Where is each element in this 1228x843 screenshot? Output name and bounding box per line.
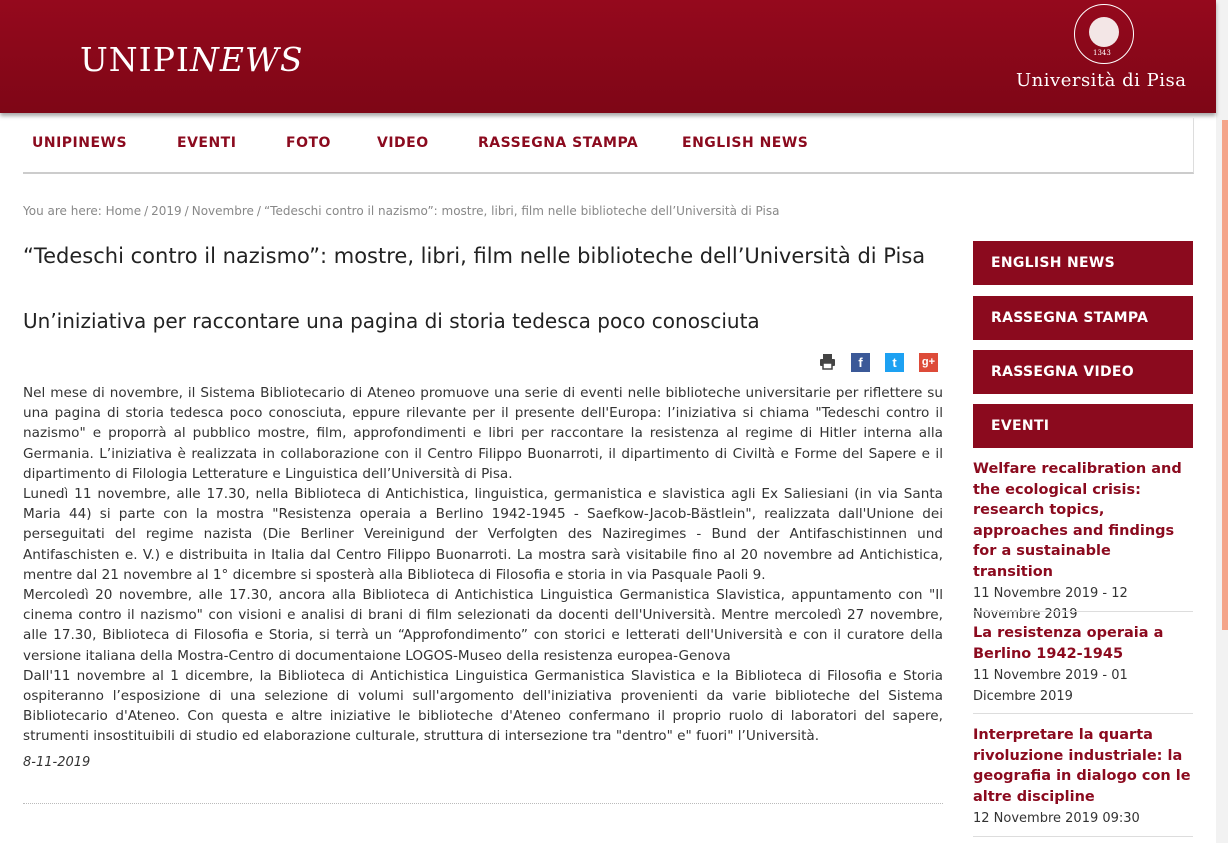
event-divider <box>973 713 1193 714</box>
breadcrumb-separator: / <box>256 204 261 218</box>
nav-foto[interactable]: FOTO <box>286 135 331 151</box>
sidebar-english-news-button[interactable]: ENGLISH NEWS <box>973 241 1193 285</box>
event-title[interactable]: Interpretare la quarta rivoluzione industriale: la geografia in dialogo con le altre discipline <box>973 727 1191 805</box>
sidebar-eventi-button[interactable]: EVENTI <box>973 404 1193 448</box>
seal-face <box>1089 17 1119 47</box>
article-paragraph: Lunedì 11 novembre, alle 17.30, nella Biblioteca di Antichistica, linguistica, germanistica e slavistica agli Ex Saliesiani (in via Santa Maria 44) si parte con la mostra "Resistenza operaia a Berlino 1942-1945 - Saefkow-Jacob-Bästlein", realizzata dall'Unione dei perseguitati del regime nazista (Die Berliner Vereinigund der Verfolgten des Naziregimes - Bund der Antifaschistinnen und Antifaschisten e. V.) e distribuita in Italia dal Centro Filippo Buonarroti. La mostra sarà visitabile fino al 20 novembre ad Antichistica, mentre dal 21 novembre al 1° dicembre si sposterà alla Biblioteca di Filosofia e storia in via Pasquale Paoli 9. <box>23 486 943 583</box>
nav-eventi[interactable]: EVENTI <box>177 135 237 151</box>
event-date: 11 Novembre 2019 - 01 Dicembre 2019 <box>973 668 1128 704</box>
page-scrollbar[interactable] <box>1216 0 1228 843</box>
twitter-icon[interactable]: t <box>885 353 904 372</box>
site-title-unipi: UNIPI <box>80 40 190 79</box>
article-paragraph: Nel mese di novembre, il Sistema Bibliotecario di Ateneo promuove una serie di eventi nelle biblioteche universitarie per riflettere su una pagina di storia tedesca poco conosciuta, eppure rilevante per il presente dell'Europa: l’iniziativa si chiama "Tedeschi contro il nazismo" e proporrà al pubblico mostre, film, approfondimenti e libri per raccontare la resistenza al regime di Hitler interna alla Germania. L’iniziativa è realizzata in collaborazione con il Centro Filippo Buonarroti, il dipartimento di Civiltà e Forme del Sapere e il dipartimento di Filologia Letterature e Linguistica dell’Università di Pisa. <box>23 385 943 482</box>
breadcrumb <box>23 204 779 218</box>
seal-year: 1343 <box>1093 49 1111 57</box>
breadcrumb-separator: / <box>144 204 149 218</box>
scrollbar-thumb[interactable] <box>1222 120 1228 630</box>
breadcrumb-month[interactable]: Novembre <box>191 204 254 218</box>
facebook-icon[interactable]: f <box>851 353 870 372</box>
article-subtitle: Un’iniziativa per raccontare una pagina di storia tedesca poco conosciuta <box>23 309 760 333</box>
main-nav <box>23 118 1194 174</box>
nav-video[interactable]: VIDEO <box>377 135 429 151</box>
event-date: 11 Novembre 2019 - 12 Novembre 2019 <box>973 586 1128 622</box>
event-item <box>973 459 1193 625</box>
event-divider <box>973 836 1193 837</box>
logo-text: Università di Pisa <box>1016 70 1187 91</box>
breadcrumb-prefix: You are here: <box>23 204 102 218</box>
breadcrumb-current: “Tedeschi contro il nazismo”: mostre, libri, film nelle biblioteche dell’Università di Pisa <box>263 204 780 218</box>
breadcrumb-home[interactable]: Home <box>105 204 142 218</box>
googleplus-icon[interactable]: g+ <box>919 353 938 372</box>
university-logo[interactable] <box>1012 4 1192 96</box>
event-divider <box>973 611 1193 612</box>
article-divider <box>23 803 943 804</box>
article-paragraph: Dall'11 novembre al 1 dicembre, la Biblioteca di Antichistica Linguistica Germanistica Slavistica e la Biblioteca di Filosofia e Storia ospiteranno l’esposizione di una selezione di volumi sull'argomento dell'iniziativa provenienti da varie biblioteche del Sistema Bibliotecario d'Ateneo. Con questa e altre iniziative le biblioteche d'Ateneo confermano il proprio ruolo di laboratori del sapere, strumenti insostituibili di studio ed elaborazione culturale, struttura di intersezione tra "dentro" e" fuori" l’Università. <box>23 667 943 745</box>
event-date: 12 Novembre 2019 09:30 <box>973 811 1140 826</box>
breadcrumb-separator: / <box>184 204 189 218</box>
event-title[interactable]: La resistenza operaia a Berlino 1942-1945 <box>973 625 1164 662</box>
site-header <box>0 0 1216 113</box>
university-seal-icon <box>1074 4 1134 64</box>
article-paragraph: Mercoledì 20 novembre, alle 17.30, ancora alla Biblioteca di Antichistica Linguistica Germanistica Slavistica, appuntamento con "Il cinema contro il nazismo" con visioni e analisi di brani di film selezionati da docenti dell'Università. Mentre mercoledì 27 novembre, alle 17.30, Biblioteca di Filosofia e Storia, si terrà un “Approfondimento” con storici e letterati dell'Università e con il curatore della versione italiana della Mostra-Centro di documentaione LOGOS-Museo della resistenza europea-Genova <box>23 587 943 664</box>
site-title[interactable] <box>80 40 303 79</box>
event-title[interactable]: Welfare recalibration and the ecological crisis: research topics, approaches and findings for a sustainable transition <box>973 461 1182 580</box>
site-title-news: NEWS <box>189 40 304 79</box>
nav-unipinews[interactable]: UNIPINEWS <box>32 135 128 151</box>
article-title: “Tedeschi contro il nazismo”: mostre, libri, film nelle biblioteche dell’Università di Pisa <box>23 244 926 268</box>
article-date: 8-11-2019 <box>23 755 91 770</box>
print-icon[interactable] <box>818 353 837 372</box>
breadcrumb-year[interactable]: 2019 <box>151 204 182 218</box>
sidebar-rassegna-stampa-button[interactable]: RASSEGNA STAMPA <box>973 296 1193 340</box>
event-item <box>973 725 1193 830</box>
event-item <box>973 623 1193 707</box>
nav-english-news[interactable]: ENGLISH NEWS <box>682 135 809 151</box>
article-body <box>23 383 943 747</box>
nav-rassegna-stampa[interactable]: RASSEGNA STAMPA <box>478 135 639 151</box>
sidebar-rassegna-video-button[interactable]: RASSEGNA VIDEO <box>973 350 1193 394</box>
